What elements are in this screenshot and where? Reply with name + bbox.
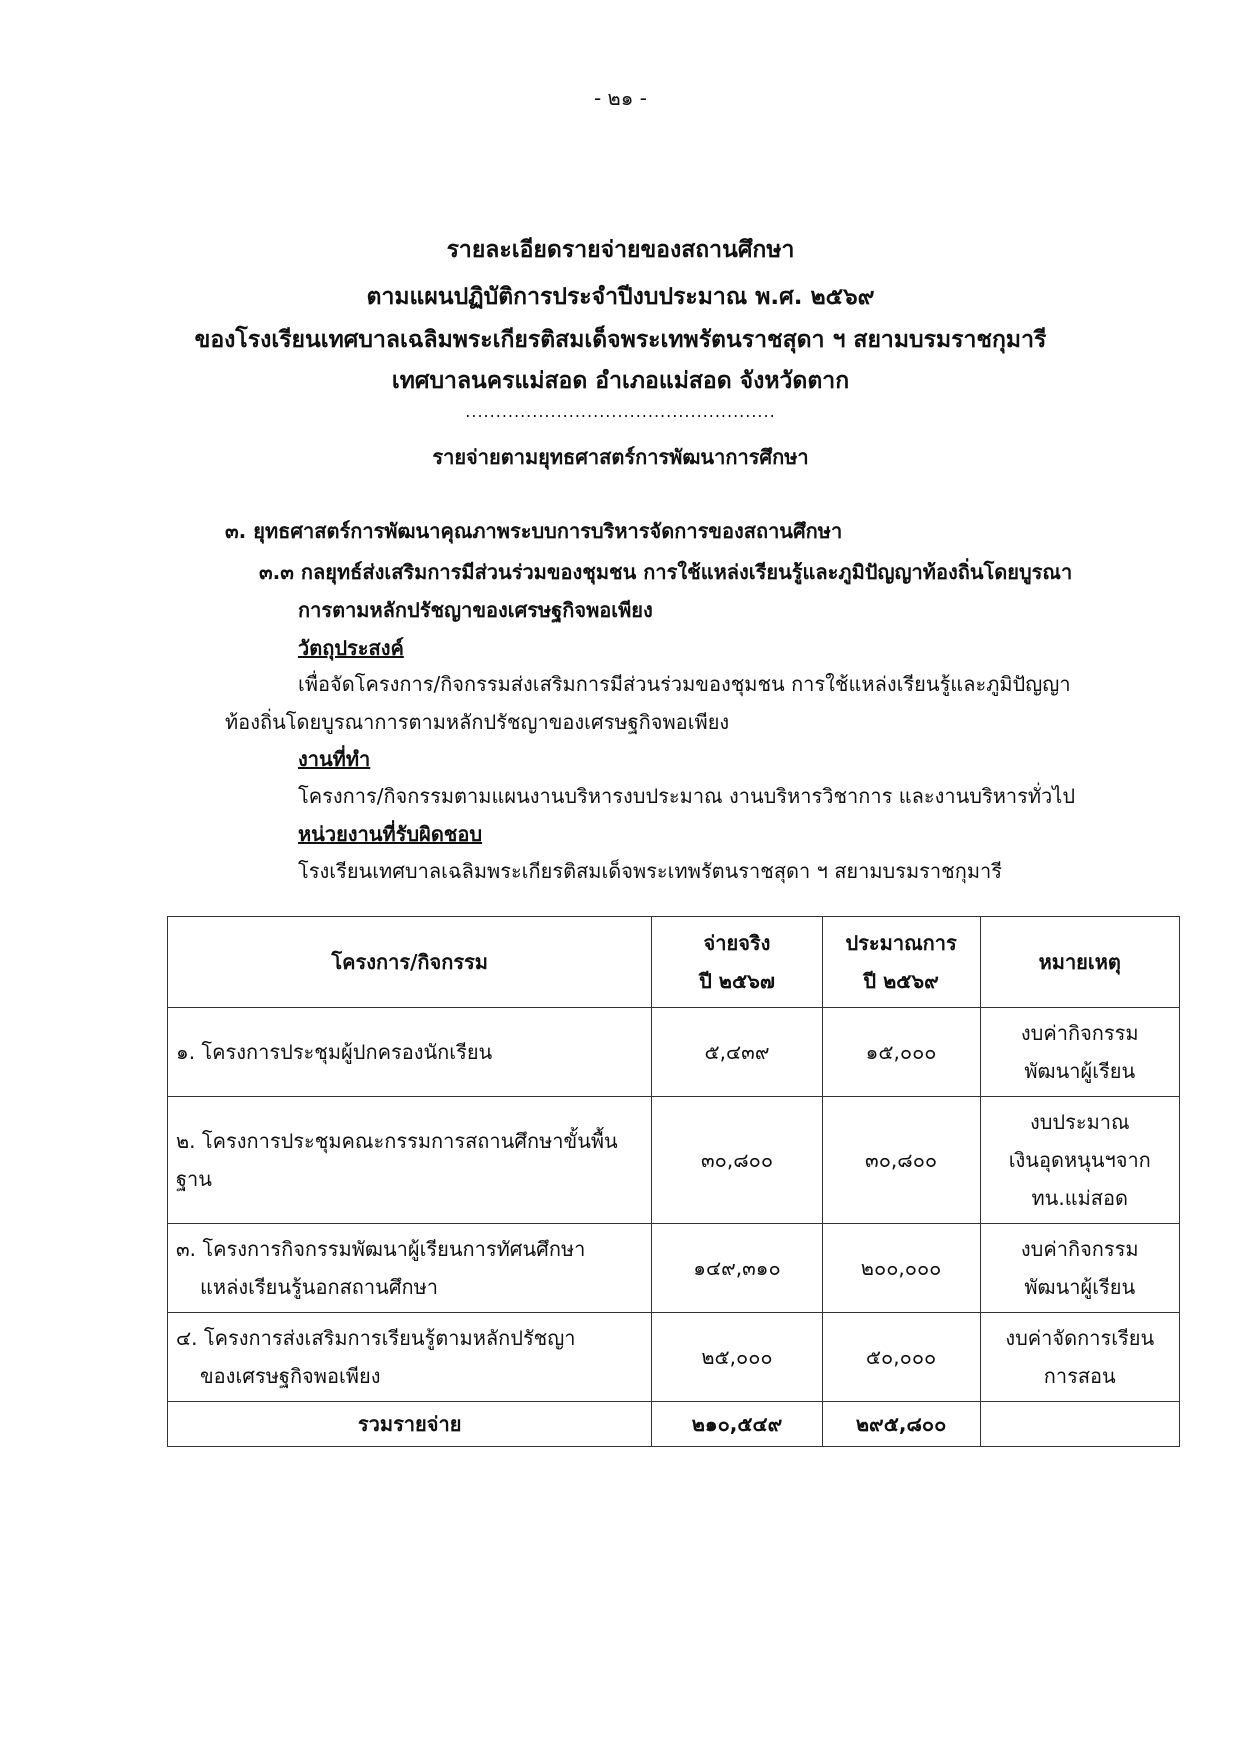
objective-heading: วัตถุประสงค์ bbox=[298, 636, 404, 660]
work-heading: งานที่ทำ bbox=[298, 747, 371, 771]
title-line-4: เทศบาลนครแม่สอด อำเภอแม่สอด จังหวัดตาก bbox=[391, 368, 850, 394]
tactic-line-1: ๓.๓ กลยุทธ์ส่งเสริมการมีส่วนร่วมของชุมชน การใช้แหล่งเรียนรู้และภูมิปัญญาท้องถิ่นโดยบูรณา bbox=[259, 560, 1073, 584]
remark-line: งบค่ากิจกรรม bbox=[1020, 1021, 1139, 1045]
actual-cell: ๓๐,๘๐๐ bbox=[652, 1097, 822, 1224]
actual-cell: ๑๔๙,๓๑๐ bbox=[652, 1224, 822, 1313]
remark-line: เงินอุดหนุนฯจาก bbox=[1008, 1148, 1151, 1172]
project-name-cont: ของเศรษฐกิจพอเพียง bbox=[200, 1364, 381, 1388]
project-cell bbox=[168, 1008, 652, 1097]
header-remark: หมายเหตุ bbox=[980, 917, 1180, 1008]
unit-heading: หน่วยงานที่รับผิดชอบ bbox=[298, 822, 483, 846]
remark-line: พัฒนาผู้เรียน bbox=[1024, 1059, 1136, 1083]
estimate-cell: ๒๐๐,๐๐๐ bbox=[822, 1224, 980, 1313]
header-actual-line2: ปี ๒๕๖๗ bbox=[699, 969, 775, 993]
project-name-cont: แหล่งเรียนรู้นอกสถานศึกษา bbox=[200, 1275, 439, 1299]
budget-table bbox=[167, 916, 1180, 1447]
total-remark bbox=[980, 1402, 1180, 1447]
project-cell bbox=[168, 1313, 652, 1402]
title-line-3: ของโรงเรียนเทศบาลเฉลิมพระเกียรติสมเด็จพระเทพรัตนราชสุดา ฯ สยามบรมราชกุมารี bbox=[194, 327, 1047, 353]
page-number: - ๒๑ - bbox=[593, 86, 648, 110]
work-text: โครงการ/กิจกรรมตามแผนงานบริหารงบประมาณ งานบริหารวิชาการ และงานบริหารทั่วไป bbox=[298, 784, 1076, 808]
table-row bbox=[168, 1224, 1180, 1313]
total-estimate: ๒๙๕,๘๐๐ bbox=[822, 1402, 980, 1447]
project-cell bbox=[168, 1097, 652, 1224]
project-cell bbox=[168, 1224, 652, 1313]
unit-text: โรงเรียนเทศบาลเฉลิมพระเกียรติสมเด็จพระเทพรัตนราชสุดา ฯ สยามบรมราชกุมารี bbox=[298, 859, 1002, 883]
remark-line: ทน.แม่สอด bbox=[1031, 1186, 1128, 1210]
header-actual-line1: จ่ายจริง bbox=[703, 931, 771, 955]
table-row bbox=[168, 1097, 1180, 1224]
actual-cell: ๕,๔๓๙ bbox=[652, 1008, 822, 1097]
remark-line: งบค่ากิจกรรม bbox=[1020, 1237, 1139, 1261]
strategy-heading: ๓. ยุทธศาสตร์การพัฒนาคุณภาพระบบการบริหารจัดการของสถานศึกษา bbox=[225, 519, 843, 543]
header-estimate-line2: ปี ๒๕๖๙ bbox=[863, 969, 939, 993]
project-name: ๒. โครงการประชุมคณะกรรมการสถานศึกษาขั้นพื้นฐาน bbox=[176, 1129, 618, 1191]
remark-line: การสอน bbox=[1043, 1364, 1116, 1388]
remark-line: งบประมาณ bbox=[1029, 1110, 1130, 1134]
tactic-line-2: การตามหลักปรัชญาของเศรษฐกิจพอเพียง bbox=[298, 598, 653, 622]
table-row bbox=[168, 1313, 1180, 1402]
header-estimate-line1: ประมาณการ bbox=[845, 931, 957, 955]
estimate-cell: ๑๕,๐๐๐ bbox=[822, 1008, 980, 1097]
project-name: ๓. โครงการกิจกรรมพัฒนาผู้เรียนการทัศนศึกษา bbox=[176, 1237, 586, 1261]
estimate-cell: ๕๐,๐๐๐ bbox=[822, 1313, 980, 1402]
table-row bbox=[168, 1008, 1180, 1097]
project-name: ๑. โครงการประชุมผู้ปกครองนักเรียน bbox=[176, 1040, 493, 1064]
title-line-2: ตามแผนปฏิบัติการประจำปีงบประมาณ พ.ศ. ๒๕๖๙ bbox=[366, 284, 875, 310]
remark-cell bbox=[980, 1224, 1180, 1313]
table-header-row bbox=[168, 917, 1180, 1008]
title-line-1: รายละเอียดรายจ่ายของสถานศึกษา bbox=[446, 237, 795, 263]
remark-line: พัฒนาผู้เรียน bbox=[1024, 1275, 1136, 1299]
dotted-divider: ................................................... bbox=[465, 402, 776, 421]
header-estimate bbox=[822, 917, 980, 1008]
actual-cell: ๒๕,๐๐๐ bbox=[652, 1313, 822, 1402]
total-actual: ๒๑๐,๕๔๙ bbox=[652, 1402, 822, 1447]
estimate-cell: ๓๐,๘๐๐ bbox=[822, 1097, 980, 1224]
project-name: ๔. โครงการส่งเสริมการเรียนรู้ตามหลักปรัชญา bbox=[176, 1326, 576, 1350]
header-project: โครงการ/กิจกรรม bbox=[168, 917, 652, 1008]
header-actual bbox=[652, 917, 822, 1008]
section-subtitle: รายจ่ายตามยุทธศาสตร์การพัฒนาการศึกษา bbox=[432, 445, 809, 469]
objective-text-1: เพื่อจัดโครงการ/กิจกรรมส่งเสริมการมีส่วนร่วมของชุมชน การใช้แหล่งเรียนรู้และภูมิปัญญา bbox=[298, 672, 1071, 696]
objective-text-2: ท้องถิ่นโดยบูรณาการตามหลักปรัชญาของเศรษฐกิจพอเพียง bbox=[225, 710, 730, 734]
remark-cell bbox=[980, 1313, 1180, 1402]
total-label: รวมรายจ่าย bbox=[168, 1402, 652, 1447]
remark-cell bbox=[980, 1008, 1180, 1097]
remark-line: งบค่าจัดการเรียน bbox=[1005, 1326, 1155, 1350]
remark-cell bbox=[980, 1097, 1180, 1224]
total-row bbox=[168, 1402, 1180, 1447]
